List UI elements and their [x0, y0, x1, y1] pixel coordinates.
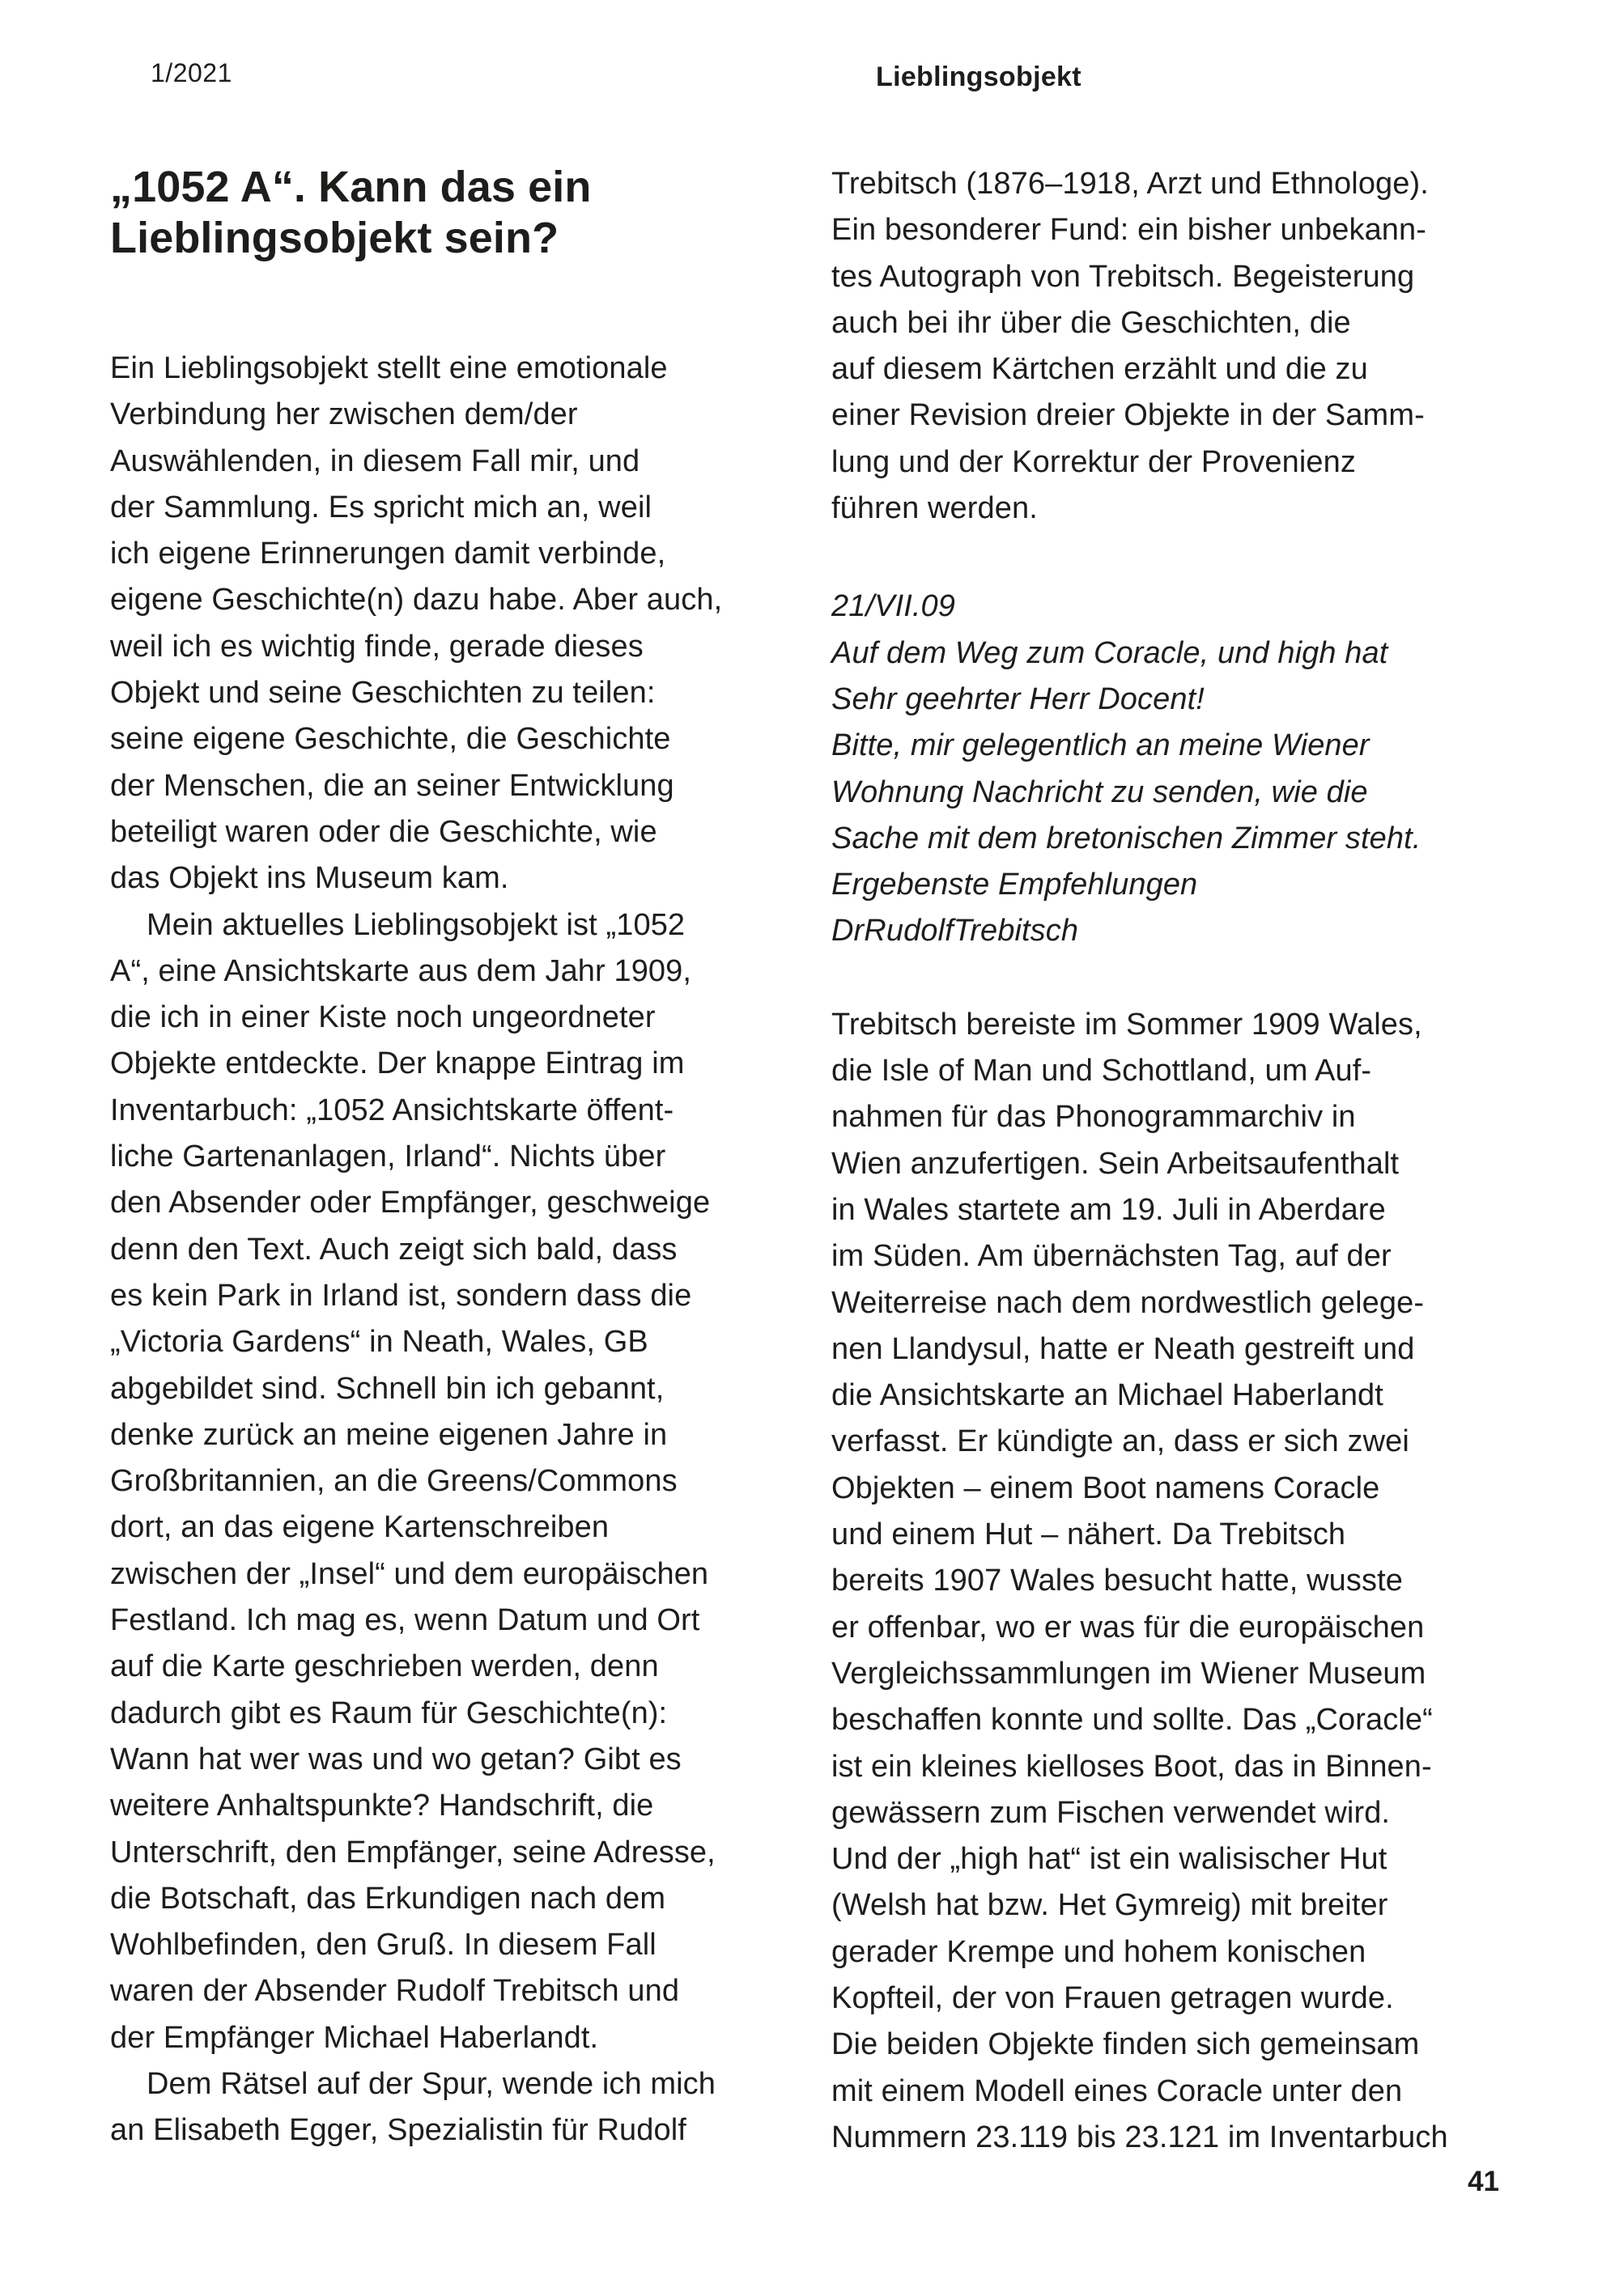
- text-line: Festland. Ich mag es, wenn Datum und Ort: [110, 1603, 700, 1638]
- text-line: Bitte, mir gelegentlich an meine Wiener: [831, 728, 1370, 763]
- text-line: die Isle of Man und Schottland, um Auf-: [831, 1054, 1372, 1089]
- left-paragraph-2: [110, 902, 822, 2061]
- right-column: [831, 161, 1544, 2161]
- text-line: der Menschen, die an seiner Entwicklung: [110, 768, 674, 803]
- text-line: dort, an das eigene Kartenschreiben: [110, 1510, 610, 1545]
- text-line: führen werden.: [831, 491, 1038, 526]
- text-line: Unterschrift, den Empfänger, seine Adresse,: [110, 1835, 716, 1869]
- text-line: Trebitsch bereiste im Sommer 1909 Wales,: [831, 1007, 1422, 1042]
- text-line: seine eigene Geschichte, die Geschichte: [110, 722, 671, 757]
- text-line: weil ich es wichtig finde, gerade dieses: [110, 629, 644, 664]
- text-line: in Wales startete am 19. Juli in Aberdare: [831, 1192, 1386, 1227]
- text-line: Ein besonderer Fund: ein bisher unbekann-: [831, 213, 1427, 248]
- text-line: nen Llandysul, hatte er Neath gestreift und: [831, 1331, 1415, 1366]
- running-head-issue: 1/2021: [151, 58, 232, 87]
- text-line: Und der „high hat“ ist ein walisischer Hut: [831, 1842, 1387, 1877]
- text-line: Vergleichssammlungen im Wiener Museum: [831, 1656, 1426, 1691]
- text-line: ist ein kleines kielloses Boot, das in Binnen-: [831, 1749, 1432, 1784]
- text-line: die ich in einer Kiste noch ungeordneter: [110, 1000, 656, 1035]
- text-line: Die beiden Objekte finden sich gemeinsam: [831, 2027, 1420, 2062]
- text-line: beteiligt waren oder die Geschichte, wie: [110, 814, 657, 849]
- text-line: Sache mit dem bretonischen Zimmer steht.: [831, 821, 1421, 855]
- right-paragraph-2: [831, 1002, 1544, 2161]
- text-line: mit einem Modell eines Coracle unter den: [831, 2073, 1403, 2108]
- page-number: 41: [1468, 2166, 1499, 2197]
- text-line: der Sammlung. Es spricht mich an, weil: [110, 490, 652, 524]
- text-line: gewässern zum Fischen verwendet wird.: [831, 1795, 1391, 1830]
- text-line: weitere Anhaltspunkte? Handschrift, die: [110, 1789, 654, 1823]
- text-line: Objekten – einem Boot namens Coracle: [831, 1471, 1380, 1505]
- text-line: nahmen für das Phonogrammarchiv in: [831, 1100, 1356, 1135]
- text-line: denn den Text. Auch zeigt sich bald, dass: [110, 1232, 678, 1267]
- text-line: einer Revision dreier Objekte in der Samm-: [831, 398, 1425, 433]
- text-line: abgebildet sind. Schnell bin ich gebannt,: [110, 1371, 665, 1406]
- running-head-title: Lieblingsobjekt: [876, 62, 1081, 92]
- text-line: eigene Geschichte(n) dazu habe. Aber auch,: [110, 583, 723, 618]
- text-line: Nummern 23.119 bis 23.121 im Inventarbuch: [831, 2120, 1448, 2154]
- text-line: die Botschaft, das Erkundigen nach dem: [110, 1881, 666, 1916]
- text-line: an Elisabeth Egger, Spezialistin für Rudolf: [110, 2113, 686, 2148]
- text-line: und einem Hut – nähert. Da Trebitsch: [831, 1517, 1346, 1552]
- text-line: Lieblingsobjekt sein?: [110, 214, 559, 262]
- text-line: Wien anzufertigen. Sein Arbeitsaufenthalt: [831, 1146, 1400, 1181]
- text-line: liche Gartenanlagen, Irland“. Nichts über: [110, 1140, 666, 1174]
- text-line: A“, eine Ansichtskarte aus dem Jahr 1909,: [110, 953, 692, 988]
- text-line: DrRudolfTrebitsch: [831, 914, 1079, 949]
- text-line: Trebitsch (1876–1918, Arzt und Ethnologe).: [831, 167, 1429, 201]
- text-line: er offenbar, wo er was für die europäischen: [831, 1610, 1425, 1645]
- text-line: Inventarbuch: „1052 Ansichtskarte öffent-: [110, 1093, 674, 1127]
- text-line: es kein Park in Irland ist, sondern dass die: [110, 1278, 692, 1313]
- text-line: den Absender oder Empfänger, geschweige: [110, 1186, 711, 1220]
- text-line: lung und der Korrektur der Provenienz: [831, 444, 1356, 479]
- article-headline: [110, 162, 591, 264]
- left-column: [110, 346, 822, 2154]
- text-line: Auf dem Weg zum Coracle, und high hat: [831, 635, 1388, 670]
- text-line: Ein Lieblingsobjekt stellt eine emotionale: [110, 351, 668, 385]
- text-line: Ergebenste Empfehlungen: [831, 868, 1198, 902]
- text-line: auf die Karte geschrieben werden, denn: [110, 1649, 659, 1684]
- left-paragraph-3: [110, 2061, 822, 2154]
- text-line: tes Autograph von Trebitsch. Begeisterung: [831, 259, 1415, 294]
- text-line: Sehr geehrter Herr Docent!: [831, 681, 1205, 716]
- text-line: Kopfteil, der von Frauen getragen wurde.: [831, 1980, 1394, 2015]
- text-line: Objekt und seine Geschichten zu teilen:: [110, 676, 656, 711]
- text-line: verfasst. Er kündigte an, dass er sich zwei: [831, 1424, 1409, 1459]
- text-line: beschaffen konnte und sollte. Das „Coracle“: [831, 1703, 1433, 1738]
- text-line: Dem Rätsel auf der Spur, wende ich mich: [147, 2066, 716, 2101]
- right-paragraph-1: [831, 161, 1544, 532]
- text-line: Wann hat wer was und wo getan? Gibt es: [110, 1742, 682, 1776]
- text-line: Objekte entdeckte. Der knappe Eintrag im: [110, 1046, 685, 1081]
- text-line: Verbindung her zwischen dem/der: [110, 397, 578, 432]
- left-paragraph-1: [110, 346, 822, 902]
- text-line: „Victoria Gardens“ in Neath, Wales, GB: [110, 1325, 648, 1360]
- text-line: „1052 A“. Kann das ein: [110, 163, 592, 211]
- text-line: Mein aktuelles Lieblingsobjekt ist „1052: [147, 907, 686, 942]
- text-line: im Süden. Am übernächsten Tag, auf der: [831, 1239, 1392, 1274]
- postcard-quote: [831, 584, 1544, 954]
- text-line: Wohnung Nachricht zu senden, wie die: [831, 775, 1368, 809]
- text-line: Wohlbefinden, den Gruß. In diesem Fall: [110, 1928, 657, 1963]
- text-line: Großbritannien, an die Greens/Commons: [110, 1464, 678, 1499]
- text-line: Auswählenden, in diesem Fall mir, und: [110, 443, 640, 478]
- text-line: (Welsh hat bzw. Het Gymreig) mit breiter: [831, 1888, 1388, 1923]
- text-line: denke zurück an meine eigenen Jahre in: [110, 1417, 668, 1452]
- text-line: waren der Absender Rudolf Trebitsch und: [110, 1974, 680, 2009]
- text-line: ich eigene Erinnerungen damit verbinde,: [110, 537, 666, 571]
- text-line: zwischen der „Insel“ und dem europäischen: [110, 1556, 709, 1591]
- text-line: gerader Krempe und hohem konischen: [831, 1934, 1366, 1969]
- text-line: dadurch gibt es Raum für Geschichte(n):: [110, 1695, 668, 1730]
- text-line: bereits 1907 Wales besucht hatte, wusste: [831, 1564, 1403, 1598]
- text-line: der Empfänger Michael Haberlandt.: [110, 2020, 599, 2055]
- text-line: die Ansichtskarte an Michael Haberlandt: [831, 1378, 1383, 1413]
- text-line: das Objekt ins Museum kam.: [110, 861, 509, 896]
- text-line: auf diesem Kärtchen erzählt und die zu: [831, 352, 1368, 387]
- text-line: Weiterreise nach dem nordwestlich gelege-: [831, 1285, 1425, 1320]
- text-line: 21/VII.09: [831, 589, 956, 624]
- text-line: auch bei ihr über die Geschichten, die: [831, 305, 1351, 340]
